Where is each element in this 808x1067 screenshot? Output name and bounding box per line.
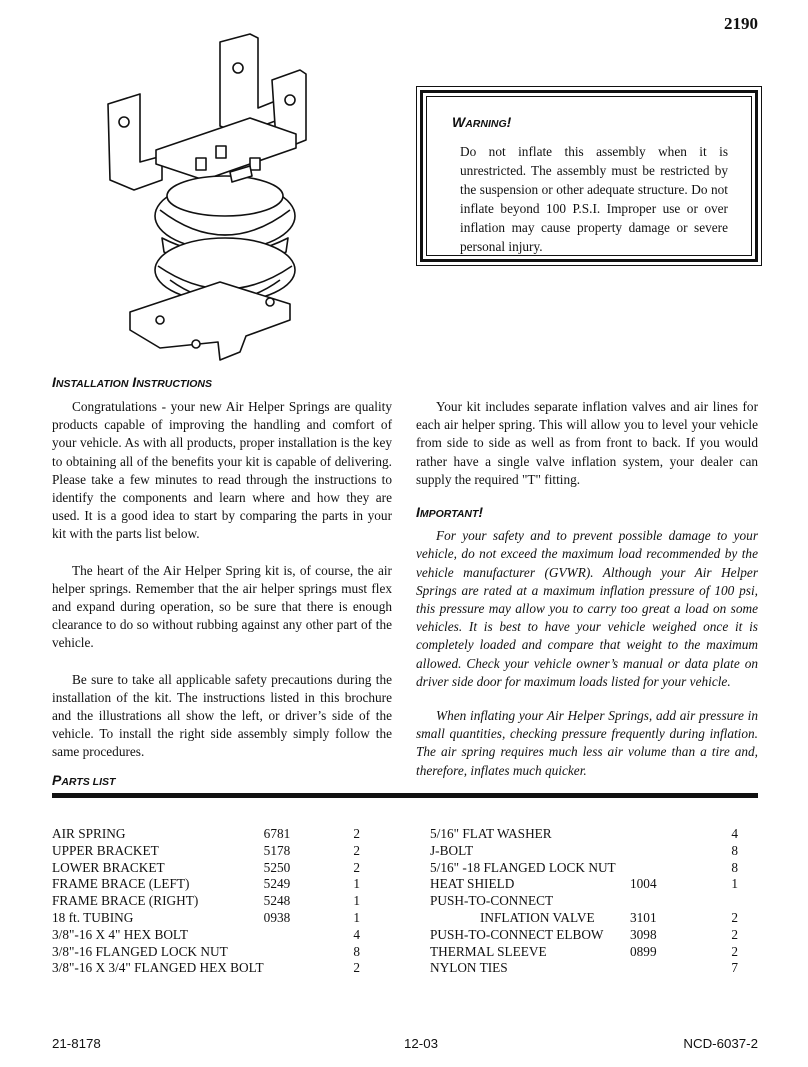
warning-text: Do not inflate this assembly when it is unrestricted. The assembly must be restricted by the suspension or other adequate structure. Do not inflate beyond 100 P.S.I. Improper use or over inflation may cause property damage or severe personal injury. [460, 144, 728, 254]
heading-word: NSTRUCTIONS [136, 378, 213, 390]
part-name: PUSH-TO-CONNECT ELBOW [430, 926, 604, 942]
parts-row [430, 826, 738, 843]
part-qty: 7 [731, 960, 738, 976]
air-spring-assembly-illustration [100, 30, 330, 365]
installation-heading [52, 374, 212, 390]
parts-row [52, 893, 360, 910]
heading-mark: ! [478, 504, 484, 521]
part-number [264, 960, 327, 977]
part-qty: 2 [353, 859, 360, 875]
part-number [630, 860, 700, 877]
part-name: PUSH-TO-CONNECT [430, 893, 554, 909]
warning-title-mark: ! [506, 114, 512, 130]
warning-title [452, 114, 511, 130]
part-name: INFLATION VALVE [480, 909, 595, 925]
part-qty: 1 [353, 893, 360, 909]
heading-word: ARTS LIST [61, 776, 116, 788]
part-number [630, 893, 700, 910]
heading-initial: I [52, 374, 56, 390]
document-number: 2190 [724, 14, 758, 33]
parts-row [52, 910, 360, 927]
part-name: FRAME BRACE (RIGHT) [52, 893, 199, 909]
important-heading [416, 503, 758, 523]
warning-title-initial: W [452, 114, 466, 130]
parts-row [430, 876, 738, 893]
part-qty: 1 [731, 876, 738, 892]
part-qty: 2 [353, 842, 360, 858]
parts-row [52, 960, 360, 977]
installation-paragraph-1: Congratulations - your new Air Helper Springs are quality products capable of improving the handling and comfort of your vehicle. As with all products, proper installation is the key to obtaining all of the benefits your kit is capable of delivering. Please take a few minutes to read through the instructions to identify the components and learn where and how they are used. It is a good idea to start by comparing the parts in your kit with the parts list below. [52, 399, 392, 542]
part-name: 5/16" FLAT WASHER [430, 826, 552, 841]
installation-paragraph-3: Be sure to take all applicable safety precautions during the installation of the kit. The instructions listed in this brochure and the illustrations all show the left, or driver’s side of the vehicle. To install the right side assembly simply follow the same procedures. [52, 671, 392, 760]
part-number: 0899 [630, 943, 657, 959]
part-number: 5250 [263, 859, 291, 875]
part-qty: 1 [353, 909, 360, 925]
part-number [264, 944, 327, 961]
heading-initial: P [52, 772, 62, 788]
parts-row [430, 910, 738, 927]
parts-row [430, 960, 738, 977]
heading-initial: I [128, 374, 137, 390]
installation-paragraph-4: Your kit includes separate inflation valves and air lines for each air helper spring. This will allow you to level your vehicle from side to side as well as from front to back. If you would rather have a single valve inflation system, your dealer can supply the required "T" fitting. [416, 399, 758, 487]
parts-row [52, 927, 360, 944]
left-column [52, 398, 392, 780]
parts-row [430, 944, 738, 961]
parts-row [52, 944, 360, 961]
heading-word: MPORTANT [419, 508, 479, 521]
part-qty: 4 [731, 826, 738, 841]
part-number: 1004 [630, 876, 657, 892]
parts-row [430, 893, 738, 910]
part-name: LOWER BRACKET [52, 859, 165, 875]
part-number: 6781 [263, 826, 291, 841]
part-qty: 1 [353, 876, 360, 892]
part-name: 18 ft. TUBING [52, 909, 134, 925]
part-name: 5/16" -18 FLANGED LOCK NUT [430, 859, 616, 875]
footer-date: 12-03 [404, 1036, 439, 1051]
part-qty: 2 [731, 943, 738, 959]
part-qty: 8 [353, 943, 360, 959]
part-name: J-BOLT [430, 842, 474, 858]
part-name: 3/8"-16 FLANGED LOCK NUT [52, 943, 228, 959]
parts-row [430, 860, 738, 877]
part-qty: 2 [731, 926, 738, 942]
part-qty: 4 [353, 926, 360, 942]
part-number [264, 927, 327, 944]
part-name: 3/8"-16 X 4" HEX BOLT [52, 926, 188, 942]
parts-list-heading [52, 772, 115, 788]
part-name: HEAT SHIELD [430, 876, 515, 892]
heading-initial: I [416, 504, 420, 521]
important-paragraph-2: When inflating your Air Helper Springs, add air pressure in small quantities, checking pressure frequently during inflation. The air spring requires much less air volume than a tire and, therefore, inflates much quicker. [416, 708, 758, 778]
part-number [630, 843, 700, 860]
part-qty: 2 [731, 909, 738, 925]
parts-row [52, 843, 360, 860]
parts-table-left [52, 826, 360, 977]
part-number: 5248 [263, 893, 291, 909]
part-qty: 2 [353, 826, 360, 841]
part-name: NYLON TIES [430, 960, 508, 976]
part-qty [700, 893, 738, 910]
warning-title-rest: ARNING [465, 118, 507, 130]
part-number: 5249 [263, 876, 291, 892]
part-number: 3098 [630, 926, 657, 942]
parts-divider [52, 793, 758, 798]
part-number [630, 960, 700, 977]
part-name: UPPER BRACKET [52, 842, 159, 858]
right-column [416, 398, 758, 780]
part-number: 0938 [263, 909, 291, 925]
parts-row [52, 876, 360, 893]
parts-row [430, 927, 738, 944]
parts-table-right [430, 826, 738, 977]
part-number [630, 826, 700, 843]
part-name: THERMAL SLEEVE [430, 943, 547, 959]
parts-row [430, 843, 738, 860]
footer-doc-code: NCD-6037-2 [683, 1036, 758, 1051]
part-qty: 8 [731, 859, 738, 875]
part-name: FRAME BRACE (LEFT) [52, 876, 190, 892]
parts-row [52, 826, 360, 843]
part-number: 5178 [263, 842, 291, 858]
part-qty: 8 [731, 842, 738, 858]
footer-part-number: 21-8178 [52, 1036, 101, 1051]
installation-paragraph-2: The heart of the Air Helper Spring kit is, of course, the air helper springs. Remember that the air helper springs must flex and expand during operation, so be sure that there is enough clearance to do so without rubbing against any other part of the vehicle. [52, 562, 392, 651]
important-paragraph-1: For your safety and to prevent possible damage to your vehicle, do not exceed the maximum load recommended by the vehicle manufacturer (GVWR). Although your Air Helper Springs are rated at a maximum inflation pressure of 100 psi, this pressure may allow you to carry too great a load on some vehicles. It is best to have your vehicle weighed once it is completely loaded and compare that weight to the maximum allowed. Check your vehicle owner’s manual or data plate on driver side door for maximum loads listed for your vehicle. [416, 528, 758, 689]
parts-row [52, 860, 360, 877]
part-name: AIR SPRING [52, 826, 126, 841]
warning-box [416, 86, 762, 266]
part-number: 3101 [630, 909, 657, 925]
part-qty: 2 [353, 960, 360, 976]
heading-word: NSTALLATION [55, 378, 129, 390]
part-name: 3/8"-16 X 3/4" FLANGED HEX BOLT [52, 960, 264, 976]
